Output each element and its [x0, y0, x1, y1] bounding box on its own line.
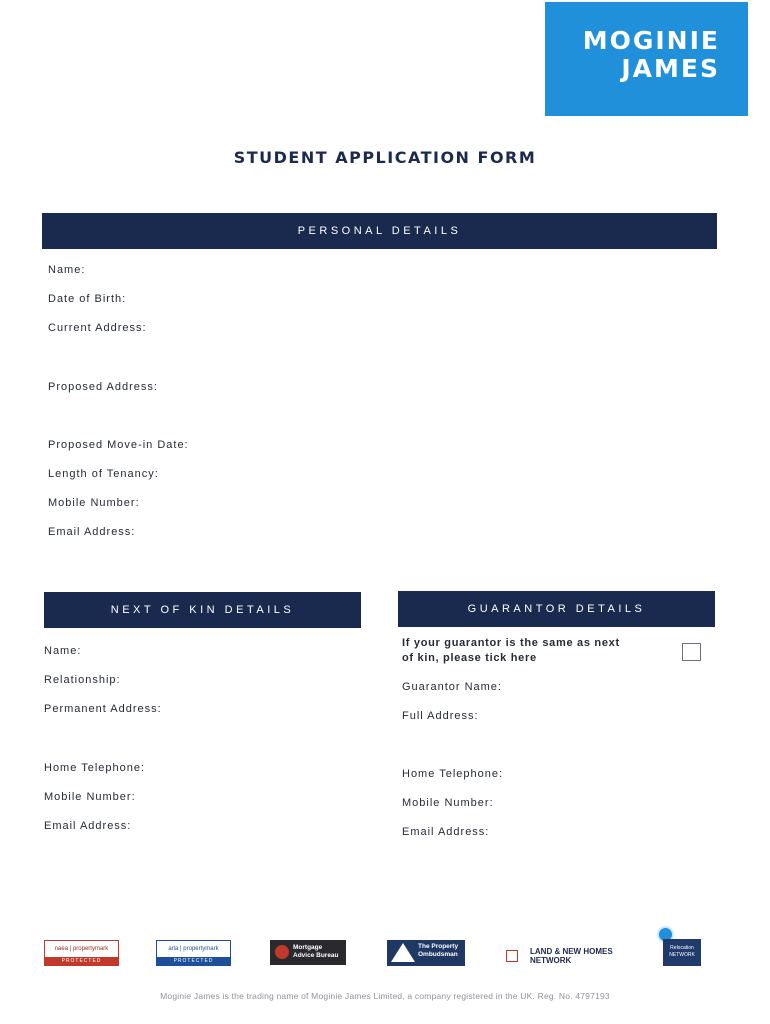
property-ombudsman-badge	[387, 940, 465, 966]
land-logo-icon	[506, 950, 518, 962]
personal-tenancy-label: Length of Tenancy:	[48, 468, 159, 480]
relocation-network-badge	[657, 926, 702, 967]
kin-home-telephone-label: Home Telephone:	[44, 762, 146, 774]
relocation-box	[663, 939, 701, 966]
mortgage-advice-bureau-badge	[270, 940, 346, 965]
kin-mobile-label: Mobile Number:	[44, 791, 136, 803]
guarantor-email-label: Email Address:	[402, 826, 490, 838]
mab-line1: Mortgage	[293, 944, 323, 951]
personal-mobile-label: Mobile Number:	[48, 497, 140, 509]
tpo-logo-icon	[391, 943, 415, 962]
logo-text-line2: JAMES	[621, 54, 720, 83]
guarantor-heading: GUARANTOR DETAILS	[398, 591, 715, 627]
arla-propertymark-badge	[156, 940, 231, 966]
land-line1: LAND & NEW HOMES	[530, 947, 613, 956]
personal-proposed-address-label: Proposed Address:	[48, 381, 158, 393]
land-line2: NETWORK	[530, 956, 572, 965]
land-new-homes-badge	[506, 947, 624, 967]
company-logo	[545, 2, 748, 116]
naea-badge-text: naea | propertymark	[54, 946, 109, 952]
guarantor-home-telephone-label: Home Telephone:	[402, 768, 504, 780]
personal-move-in-label: Proposed Move-in Date:	[48, 439, 189, 451]
logo-text-line1: MOGINIE	[582, 26, 720, 55]
mab-line2: Advice Bureau	[293, 952, 339, 959]
form-title: STUDENT APPLICATION FORM	[233, 148, 537, 167]
reloc-line2: NETWORK	[669, 952, 695, 958]
guarantor-same-as-kin-note	[402, 636, 620, 666]
note-line-1: If your guarantor is the same as next	[402, 637, 620, 649]
personal-current-address-label: Current Address:	[48, 322, 147, 334]
kin-email-label: Email Address:	[44, 820, 132, 832]
personal-email-label: Email Address:	[48, 526, 136, 538]
naea-badge-protected: PROTECTED	[45, 957, 118, 965]
naea-propertymark-badge	[44, 940, 119, 966]
tpo-line1: The Property	[418, 943, 459, 950]
mab-logo-icon	[275, 945, 289, 959]
kin-address-label: Permanent Address:	[44, 703, 162, 715]
kin-relationship-label: Relationship:	[44, 674, 121, 686]
same-as-kin-checkbox[interactable]	[682, 643, 701, 661]
guarantor-address-label: Full Address:	[402, 710, 479, 722]
arla-badge-protected: PROTECTED	[157, 957, 230, 965]
reloc-line1: Relocation	[670, 945, 694, 951]
personal-name-label: Name:	[48, 264, 86, 276]
footer-legal-text: Moginie James is the trading name of Moginie James Limited, a company registered in the UK. Reg. No. 4797193	[160, 991, 610, 1001]
kin-name-label: Name:	[44, 645, 82, 657]
note-line-2: of kin, please tick here	[402, 652, 537, 664]
tpo-line2: Ombudsman	[418, 951, 458, 958]
guarantor-name-label: Guarantor Name:	[402, 681, 502, 693]
guarantor-mobile-label: Mobile Number:	[402, 797, 494, 809]
next-of-kin-heading: NEXT OF KIN DETAILS	[44, 592, 361, 628]
personal-dob-label: Date of Birth:	[48, 293, 127, 305]
arla-badge-text: arla | propertymark	[168, 946, 219, 952]
personal-details-heading: PERSONAL DETAILS	[42, 213, 717, 249]
